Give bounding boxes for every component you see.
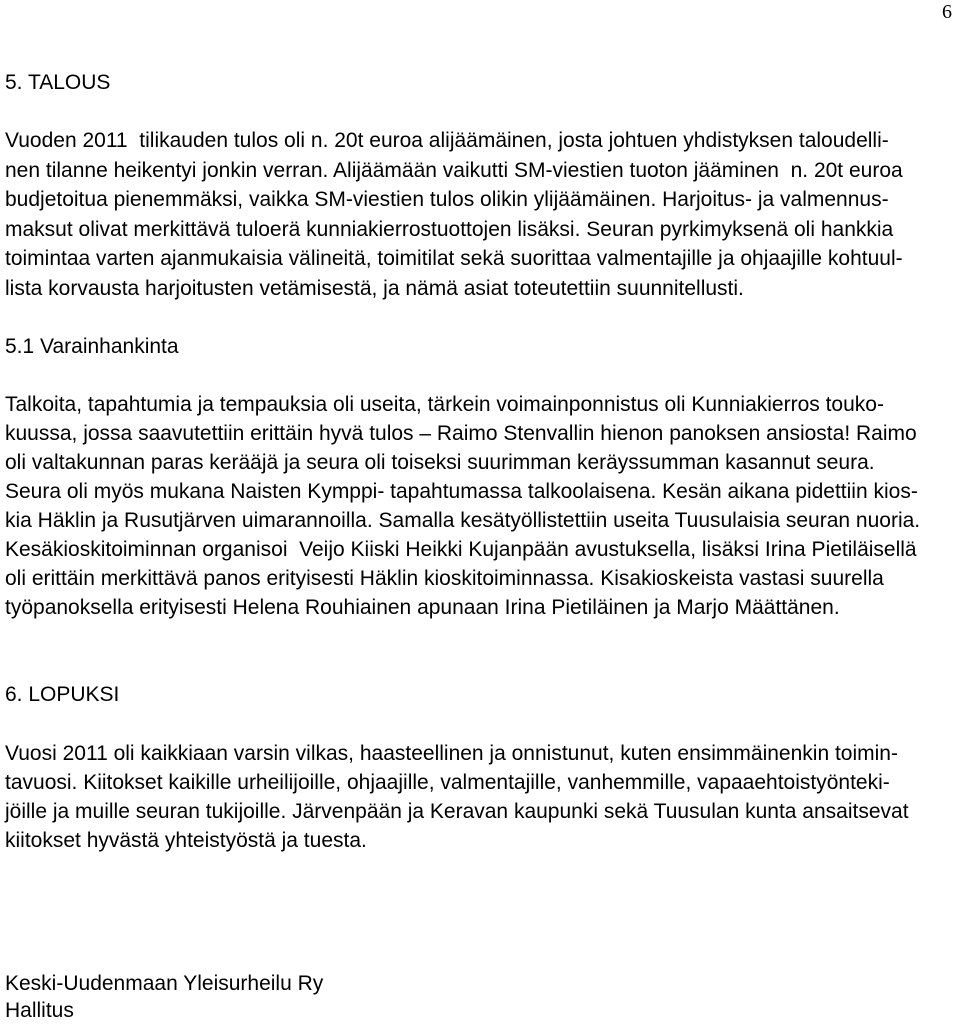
paragraph-varainhankinta bbox=[5, 390, 955, 623]
paragraph-line: Seura oli myös mukana Naisten Kymppi- tapahtumassa talkoolaisena. Kesän aikana pidettiin kios- bbox=[5, 479, 918, 503]
paragraph-line: tavuosi. Kiitokset kaikille urheilijoille, ohjaajille, valmentajille, vanhemmille, vapaaehtoistyönteki- bbox=[5, 770, 890, 794]
paragraph-line: Kesäkioskitoiminnan organisoi Veijo Kiiski Heikki Kujanpään avustuksella, lisäksi Irina Pietiläisellä bbox=[5, 538, 917, 562]
paragraph-talous bbox=[5, 126, 955, 304]
section-heading-talous: 5. TALOUS bbox=[5, 71, 111, 94]
paragraph-line: maksut olivat merkittävä tuloerä kunniakierrostuottojen lisäksi. Seuran pyrkimyksenä oli hankkia bbox=[5, 217, 894, 241]
section-heading-varainhankinta: 5.1 Varainhankinta bbox=[5, 335, 179, 358]
paragraph-line: työpanoksella erityisesti Helena Rouhiainen apunaan Irina Pietiläinen ja Marjo Määttänen. bbox=[5, 596, 840, 620]
paragraph-line: kuussa, jossa saavutettiin erittäin hyvä tulos – Raimo Stenvallin hienon panoksen ansiosta! Raimo bbox=[5, 421, 917, 445]
page-number: 6 bbox=[942, 1, 952, 23]
paragraph-line: budjetoitua pienemmäksi, vaikka SM-viestien tulos olikin ylijäämäinen. Harjoitus- ja valmennus- bbox=[5, 188, 889, 212]
paragraph-line: lista korvausta harjoitusten vetämisestä, ja nämä asiat toteutettiin suunnitellusti. bbox=[5, 276, 744, 300]
paragraph-line: oli erittäin merkittävä panos erityisesti Häklin kioskitoiminnassa. Kisakioskeista vastasi suurella bbox=[5, 567, 884, 591]
signature-block bbox=[5, 970, 955, 1024]
section-heading-lopuksi: 6. LOPUKSI bbox=[5, 683, 120, 706]
signature-organization: Keski-Uudenmaan Yleisurheilu Ry bbox=[5, 972, 324, 995]
paragraph-line: Talkoita, tapahtumia ja tempauksia oli useita, tärkein voimainponnistus oli Kunniakierros touko- bbox=[5, 392, 884, 416]
paragraph-lopuksi bbox=[5, 739, 955, 855]
paragraph-line: kiitokset hyvästä yhteistyöstä ja tuesta. bbox=[5, 828, 367, 852]
paragraph-line: nen tilanne heikentyi jonkin verran. Alijäämään vaikutti SM-viestien tuoton jääminen n. 20t euroa bbox=[5, 158, 903, 182]
paragraph-line: oli valtakunnan paras kerääjä ja seura oli toiseksi suurimman keräyssumman kasannut seura. bbox=[5, 450, 875, 474]
paragraph-line: Vuosi 2011 oli kaikkiaan varsin vilkas, haasteellinen ja onnistunut, kuten ensimmäinenkin toimin- bbox=[5, 741, 898, 765]
paragraph-line: kia Häklin ja Rusutjärven uimarannoilla. Samalla kesätyöllistettiin useita Tuusulaisia seuran nuoria. bbox=[5, 509, 921, 533]
signature-body: Hallitus bbox=[5, 999, 74, 1022]
paragraph-line: toimintaa varten ajanmukaisia välineitä, toimitilat sekä suorittaa valmentajille ja ohjaajille kohtuul- bbox=[5, 247, 903, 271]
paragraph-line: jöille ja muille seuran tukijoille. Järvenpään ja Keravan kaupunki sekä Tuusulan kunta ansaitsevat bbox=[5, 799, 909, 823]
paragraph-line: Vuoden 2011 tilikauden tulos oli n. 20t euroa alijäämäinen, josta johtuen yhdistyksen taloudelli- bbox=[5, 129, 889, 152]
